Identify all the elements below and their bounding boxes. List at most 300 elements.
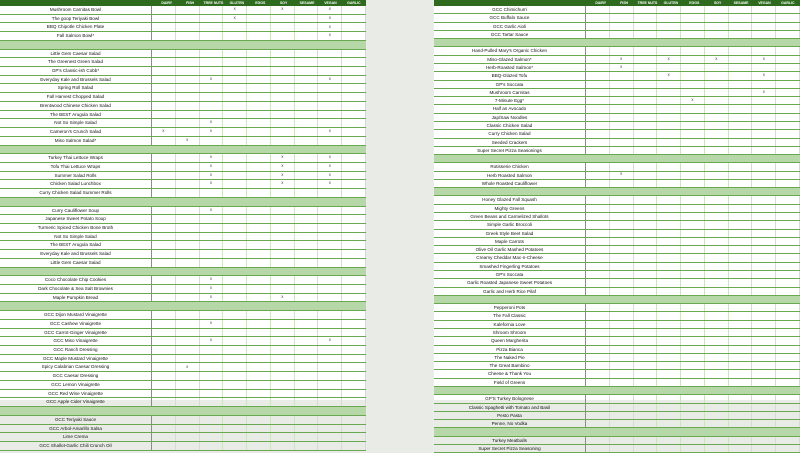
allergen-cell (176, 233, 200, 241)
allergen-cell (657, 139, 681, 146)
allergen-cell: X (318, 337, 342, 345)
allergen-cell (659, 387, 682, 394)
allergen-cell (247, 93, 271, 101)
item-name: Field of Greens (434, 379, 586, 386)
allergen-cell: X (681, 97, 705, 104)
allergen-cell (342, 285, 366, 293)
allergen-cell (610, 279, 634, 286)
allergen-cell (752, 130, 776, 137)
allergen-cell (223, 346, 247, 354)
column-header: FISH (620, 1, 629, 5)
allergen-cell (705, 445, 729, 452)
column-header: GLUTEN (229, 1, 245, 5)
allergen-cell (634, 64, 658, 71)
table-row (0, 311, 366, 320)
allergen-cell (342, 381, 366, 389)
item-name: Mushroom Carnitas Bowl (0, 6, 152, 14)
allergen-cell (729, 81, 753, 88)
allergen-cell (729, 395, 753, 402)
allergen-cell (752, 196, 776, 203)
allergen-cell: X (318, 180, 342, 188)
allergen-cell (586, 263, 610, 270)
allergen-cell (295, 311, 319, 319)
allergen-cell (176, 433, 200, 441)
allergen-cell (152, 6, 176, 14)
allergen-cell (729, 296, 752, 303)
allergen-cell (729, 6, 753, 13)
allergen-cell: X (200, 207, 224, 215)
allergen-cell (681, 147, 705, 154)
allergen-cell (657, 246, 681, 253)
allergen-cell (681, 379, 705, 386)
allergen-cell (247, 23, 271, 31)
column-header: VEGAN (758, 1, 771, 5)
allergen-cell (342, 425, 366, 433)
allergen-cell (657, 254, 681, 261)
allergen-cell (247, 311, 271, 319)
table-row (0, 215, 366, 224)
allergen-cell (152, 172, 176, 180)
allergen-cell (176, 84, 200, 92)
allergen-cell (318, 259, 342, 267)
allergen-cell (295, 32, 319, 40)
allergen-cell: X (318, 15, 342, 23)
allergen-cell (152, 215, 176, 223)
allergen-cell: X (200, 128, 224, 136)
allergen-cell (634, 130, 658, 137)
allergen-cell (202, 407, 225, 415)
allergen-cell (247, 294, 271, 302)
allergen-cell (634, 147, 658, 154)
allergen-cell (705, 31, 729, 38)
table-row (434, 445, 800, 453)
allergen-cell (342, 111, 366, 119)
allergen-cell (610, 445, 634, 452)
allergen-cell (776, 172, 800, 179)
allergen-cell (706, 387, 729, 394)
allergen-cell (176, 128, 200, 136)
allergen-cell (657, 412, 681, 419)
allergen-cell (752, 31, 776, 38)
allergen-cell (223, 276, 247, 284)
allergen-cell (318, 320, 342, 328)
table-row (434, 370, 800, 378)
item-name (0, 41, 155, 49)
allergen-cell (752, 279, 776, 286)
allergen-cell (634, 213, 658, 220)
allergen-cell (318, 311, 342, 319)
allergen-cell (612, 428, 635, 435)
allergen-cell (683, 387, 706, 394)
allergen-cell (319, 302, 342, 310)
allergen-cell (318, 381, 342, 389)
allergen-cell (202, 302, 225, 310)
left-allergen-table (0, 0, 366, 448)
allergen-cell (776, 64, 800, 71)
table-row (0, 102, 366, 111)
allergen-cell: X (200, 285, 224, 293)
allergen-cell (176, 189, 200, 197)
allergen-cell (681, 404, 705, 411)
allergen-cell (634, 346, 658, 353)
table-row (434, 346, 800, 354)
allergen-cell (729, 254, 753, 261)
allergen-cell (223, 207, 247, 215)
allergen-cell: X (200, 276, 224, 284)
allergen-cell (586, 279, 610, 286)
allergen-cell (200, 390, 224, 398)
allergen-cell (610, 354, 634, 361)
allergen-cell: X (318, 32, 342, 40)
allergen-cell (634, 279, 658, 286)
allergen-cell (295, 372, 319, 380)
allergen-cell (610, 221, 634, 228)
allergen-cell (634, 221, 658, 228)
table-row (0, 76, 366, 85)
allergen-cell (176, 207, 200, 215)
allergen-cell (634, 163, 658, 170)
allergen-cell (681, 139, 705, 146)
item-name: Seeded Crackers (434, 139, 586, 146)
item-name: Rotisserie Chicken (434, 163, 586, 170)
table-row (0, 442, 366, 451)
allergen-cell (705, 379, 729, 386)
allergen-cell (752, 437, 776, 444)
allergen-cell (705, 271, 729, 278)
allergen-cell (247, 15, 271, 23)
allergen-cell (705, 114, 729, 121)
allergen-cell: X (200, 172, 224, 180)
allergen-cell (610, 312, 634, 319)
allergen-cell (247, 233, 271, 241)
allergen-cell (683, 188, 706, 195)
allergen-cell (223, 137, 247, 145)
allergen-cell (342, 154, 366, 162)
item-name: Dark Chocolate & Sea Salt Brownies (0, 285, 152, 293)
allergen-cell (776, 221, 800, 228)
allergen-cell (342, 207, 366, 215)
table-row (434, 246, 800, 254)
allergen-cell (152, 398, 176, 406)
allergen-cell (247, 346, 271, 354)
allergen-cell (225, 146, 248, 154)
table-row (434, 64, 800, 72)
allergen-cell (776, 114, 800, 121)
allergen-cell (705, 163, 729, 170)
allergen-cell (657, 47, 681, 54)
allergen-cell (223, 294, 247, 302)
allergen-cell (176, 416, 200, 424)
allergen-cell (271, 442, 295, 450)
allergen-cell (752, 420, 776, 427)
allergen-cell (200, 23, 224, 31)
item-name (0, 146, 155, 154)
item-name: Mushroom Carnitas (434, 89, 586, 96)
allergen-cell (681, 180, 705, 187)
table-row (0, 346, 366, 355)
allergen-cell (681, 163, 705, 170)
allergen-cell (752, 395, 776, 402)
allergen-cell (176, 163, 200, 171)
allergen-cell (247, 433, 271, 441)
allergen-cell (657, 105, 681, 112)
allergen-cell (200, 50, 224, 58)
allergen-cell (752, 64, 776, 71)
allergen-cell (271, 32, 295, 40)
allergen-cell (610, 180, 634, 187)
allergen-cell (586, 420, 610, 427)
allergen-cell (657, 329, 681, 336)
allergen-cell (776, 230, 800, 237)
allergen-cell (610, 89, 634, 96)
allergen-cell (729, 420, 753, 427)
allergen-cell (610, 130, 634, 137)
allergen-cell (752, 246, 776, 253)
item-name: The BEST Arugula Salad (0, 241, 152, 249)
allergen-cell (610, 6, 634, 13)
allergen-cell (342, 102, 366, 110)
allergen-cell (223, 154, 247, 162)
section-divider (0, 41, 366, 50)
allergen-cell: X (271, 180, 295, 188)
allergen-cell (200, 6, 224, 14)
item-name: Little Gem Caesar Salad (0, 259, 152, 267)
allergen-cell (681, 420, 705, 427)
allergen-cell (776, 39, 799, 46)
allergen-cell (318, 433, 342, 441)
allergen-cell (586, 56, 610, 63)
allergen-cell (634, 321, 658, 328)
allergen-cell (681, 271, 705, 278)
allergen-cell: X (752, 72, 776, 79)
allergen-cell (752, 362, 776, 369)
allergen-cell (223, 442, 247, 450)
allergen-cell (200, 67, 224, 75)
table-row (0, 119, 366, 128)
allergen-cell (176, 102, 200, 110)
item-name: Classic Spaghetti with Tomato and Basil (434, 404, 586, 411)
allergen-cell (247, 67, 271, 75)
item-name: Miso Salmon Salad* (0, 137, 152, 145)
allergen-cell (657, 337, 681, 344)
allergen-cell (200, 215, 224, 223)
allergen-cell (636, 387, 659, 394)
allergen-cell (176, 372, 200, 380)
allergen-cell (223, 259, 247, 267)
item-name: Maple Carrots (434, 238, 586, 245)
allergen-cell (318, 425, 342, 433)
section-divider (434, 155, 800, 163)
allergen-cell (776, 246, 800, 253)
item-name: GCC Ranch Dressing (0, 346, 152, 354)
allergen-cell (586, 89, 610, 96)
allergen-cell (271, 311, 295, 319)
allergen-cell (586, 6, 610, 13)
section-divider (0, 302, 366, 311)
allergen-cell (295, 233, 319, 241)
allergen-cell (295, 294, 319, 302)
allergen-cell (776, 213, 800, 220)
allergen-cell (295, 302, 318, 310)
allergen-cell (586, 370, 610, 377)
allergen-cell (610, 362, 634, 369)
allergen-cell (705, 395, 729, 402)
allergen-cell (200, 355, 224, 363)
allergen-cell (295, 433, 319, 441)
table-row (434, 271, 800, 279)
allergen-cell (318, 58, 342, 66)
allergen-cell: X (200, 180, 224, 188)
allergen-cell (342, 128, 366, 136)
allergen-cell (729, 89, 753, 96)
allergen-cell (634, 329, 658, 336)
allergen-cell (776, 445, 800, 452)
allergen-cell (657, 420, 681, 427)
allergen-cell: X (610, 56, 634, 63)
table-row (0, 154, 366, 163)
allergen-cell (586, 105, 610, 112)
allergen-cell (705, 105, 729, 112)
allergen-cell (752, 346, 776, 353)
allergen-cell (681, 346, 705, 353)
allergen-cell (342, 224, 366, 232)
allergen-cell (295, 398, 319, 406)
allergen-cell (729, 271, 753, 278)
allergen-cell (610, 205, 634, 212)
allergen-cell (295, 128, 319, 136)
allergen-cell (610, 379, 634, 386)
allergen-cell (342, 58, 366, 66)
allergen-cell (729, 362, 753, 369)
allergen-cell (705, 304, 729, 311)
allergen-cell (247, 102, 271, 110)
allergen-cell (706, 188, 729, 195)
allergen-cell (657, 147, 681, 154)
allergen-cell (223, 50, 247, 58)
allergen-cell (271, 320, 295, 328)
table-row (434, 196, 800, 204)
table-row (0, 390, 366, 399)
section-divider (0, 146, 366, 155)
allergen-cell (657, 6, 681, 13)
table-row (434, 279, 800, 287)
allergen-cell (342, 119, 366, 127)
table-row (434, 139, 800, 147)
allergen-cell (295, 50, 319, 58)
allergen-cell (295, 119, 319, 127)
allergen-cell (223, 224, 247, 232)
allergen-cell (705, 279, 729, 286)
allergen-cell (586, 130, 610, 137)
allergen-cell (247, 58, 271, 66)
table-row (0, 425, 366, 434)
allergen-cell (729, 196, 753, 203)
allergen-cell (659, 155, 682, 162)
allergen-cell (318, 111, 342, 119)
allergen-cell (753, 39, 776, 46)
table-row (0, 189, 366, 198)
allergen-cell (681, 437, 705, 444)
allergen-cell (729, 163, 753, 170)
allergen-cell (776, 387, 799, 394)
column-header: SOY (713, 1, 722, 5)
section-divider (0, 407, 366, 416)
allergen-cell (247, 425, 271, 433)
allergen-cell (610, 346, 634, 353)
allergen-cell (729, 172, 753, 179)
allergen-cell (657, 312, 681, 319)
allergen-cell (705, 288, 729, 295)
allergen-cell (247, 390, 271, 398)
allergen-cell (223, 32, 247, 40)
allergen-cell (681, 213, 705, 220)
allergen-cell (589, 296, 612, 303)
allergen-cell (776, 395, 800, 402)
allergen-cell (657, 31, 681, 38)
allergen-cell (634, 254, 658, 261)
allergen-cell (610, 105, 634, 112)
allergen-cell (271, 137, 295, 145)
allergen-cell (681, 321, 705, 328)
allergen-cell (681, 279, 705, 286)
allergen-cell (776, 428, 799, 435)
allergen-cell (681, 395, 705, 402)
item-name: Summer Salad Rolls (0, 172, 152, 180)
allergen-cell (342, 259, 366, 267)
allergen-cell (636, 39, 659, 46)
allergen-cell (200, 233, 224, 241)
allergen-cell (586, 180, 610, 187)
item-name: The goop Teriyaki Bowl (0, 15, 152, 23)
allergen-cell (681, 337, 705, 344)
allergen-cell (247, 416, 271, 424)
allergen-cell: X (271, 163, 295, 171)
allergen-cell (176, 58, 200, 66)
allergen-cell (152, 58, 176, 66)
allergen-cell (752, 379, 776, 386)
table-row (434, 288, 800, 296)
section-divider (0, 198, 366, 207)
allergen-cell (271, 50, 295, 58)
item-name: Garlic Roasted Japanese Sweet Potatoes (434, 279, 586, 286)
allergen-cell (634, 230, 658, 237)
allergen-cell (152, 381, 176, 389)
allergen-cell: X (200, 320, 224, 328)
allergen-cell (176, 93, 200, 101)
allergen-cell (271, 93, 295, 101)
allergen-cell (634, 404, 658, 411)
item-name: Jap/Saw Noodles (434, 114, 586, 121)
allergen-cell (729, 180, 753, 187)
allergen-cell (729, 72, 753, 79)
allergen-cell (729, 105, 753, 112)
item-name: GCC Miso Vinaigrette (0, 337, 152, 345)
item-name: GCC Shallot-Garlic Chili Crunch Oil (0, 442, 152, 450)
allergen-cell (610, 97, 634, 104)
allergen-cell (249, 146, 272, 154)
allergen-cell (681, 31, 705, 38)
allergen-cell (176, 294, 200, 302)
allergen-cell (776, 420, 800, 427)
table-row (0, 259, 366, 268)
item-name: Lime Crema (0, 433, 152, 441)
allergen-cell (586, 97, 610, 104)
allergen-cell (634, 271, 658, 278)
allergen-cell (152, 102, 176, 110)
allergen-cell (776, 56, 800, 63)
allergen-cell (657, 404, 681, 411)
allergen-cell (634, 362, 658, 369)
